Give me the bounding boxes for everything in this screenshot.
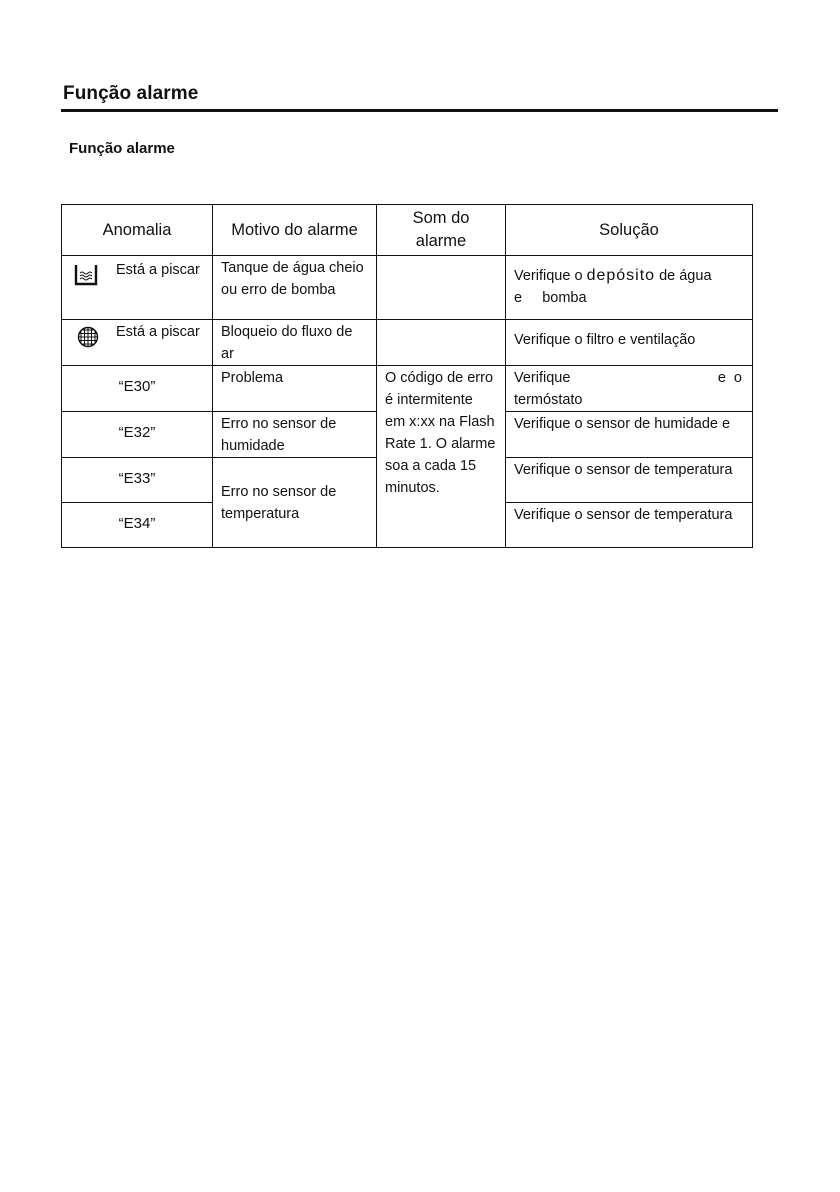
header-anomalia: Anomalia [62, 205, 213, 256]
solucao-pre: Verifique o [514, 268, 583, 284]
page-heading: Função alarme [63, 83, 199, 104]
table-header-row [62, 205, 753, 256]
solucao-emph: depósito [586, 267, 656, 284]
solucao-cell [506, 366, 753, 412]
solucao-cell: Verifique o sensor de humidade e [506, 412, 753, 458]
alarm-table [61, 204, 753, 548]
heading-rule [61, 109, 778, 112]
solucao-line2: termóstato [514, 392, 583, 408]
anomalia-text: Está a piscar [116, 324, 200, 340]
header-solucao: Solução [506, 205, 753, 256]
solucao-line1a: Verifique [514, 370, 571, 386]
solucao-line1b: e o [717, 370, 744, 386]
motivo-cell: Erro no sensor de humidade [213, 412, 377, 458]
header-som-line2: alarme [415, 232, 467, 250]
solucao-post: de água [655, 268, 712, 284]
header-som [377, 205, 506, 256]
solucao-cell [506, 256, 753, 320]
error-code-cell: “E32” [62, 412, 213, 458]
table-row [62, 320, 753, 366]
som-merged-cell: O código de erro é intermitente em x:xx na Flash Rate 1. O alarme soa a cada 15 minutos. [377, 366, 506, 548]
anomalia-cell [62, 320, 213, 366]
anomalia-text: Está a piscar [116, 262, 200, 278]
motivo-cell: Problema [213, 366, 377, 412]
som-cell [377, 320, 506, 366]
water-tank-icon [74, 263, 98, 294]
anomalia-cell [62, 256, 213, 320]
solucao-cell: Verifique o filtro e ventilação [506, 320, 753, 366]
solucao-cell: Verifique o sensor de temperatura [506, 503, 753, 548]
solucao-cell: Verifique o sensor de temperatura [506, 458, 753, 503]
header-motivo: Motivo do alarme [213, 205, 377, 256]
motivo-cell: Bloqueio do fluxo de ar [213, 320, 377, 366]
error-code-cell: “E30” [62, 366, 213, 412]
som-cell [377, 256, 506, 320]
motivo-merged-cell: Erro no sensor de temperatura [213, 458, 377, 548]
error-code-cell: “E33” [62, 458, 213, 503]
motivo-cell: Tanque de água cheio ou erro de bomba [213, 256, 377, 320]
filter-grid-icon [77, 326, 99, 355]
table-row [62, 256, 753, 320]
solucao-line2: e bomba [514, 290, 587, 306]
error-code-cell: “E34” [62, 503, 213, 548]
header-som-line1: Som do [412, 209, 470, 227]
sub-heading: Função alarme [69, 140, 175, 157]
table-row [62, 366, 753, 412]
